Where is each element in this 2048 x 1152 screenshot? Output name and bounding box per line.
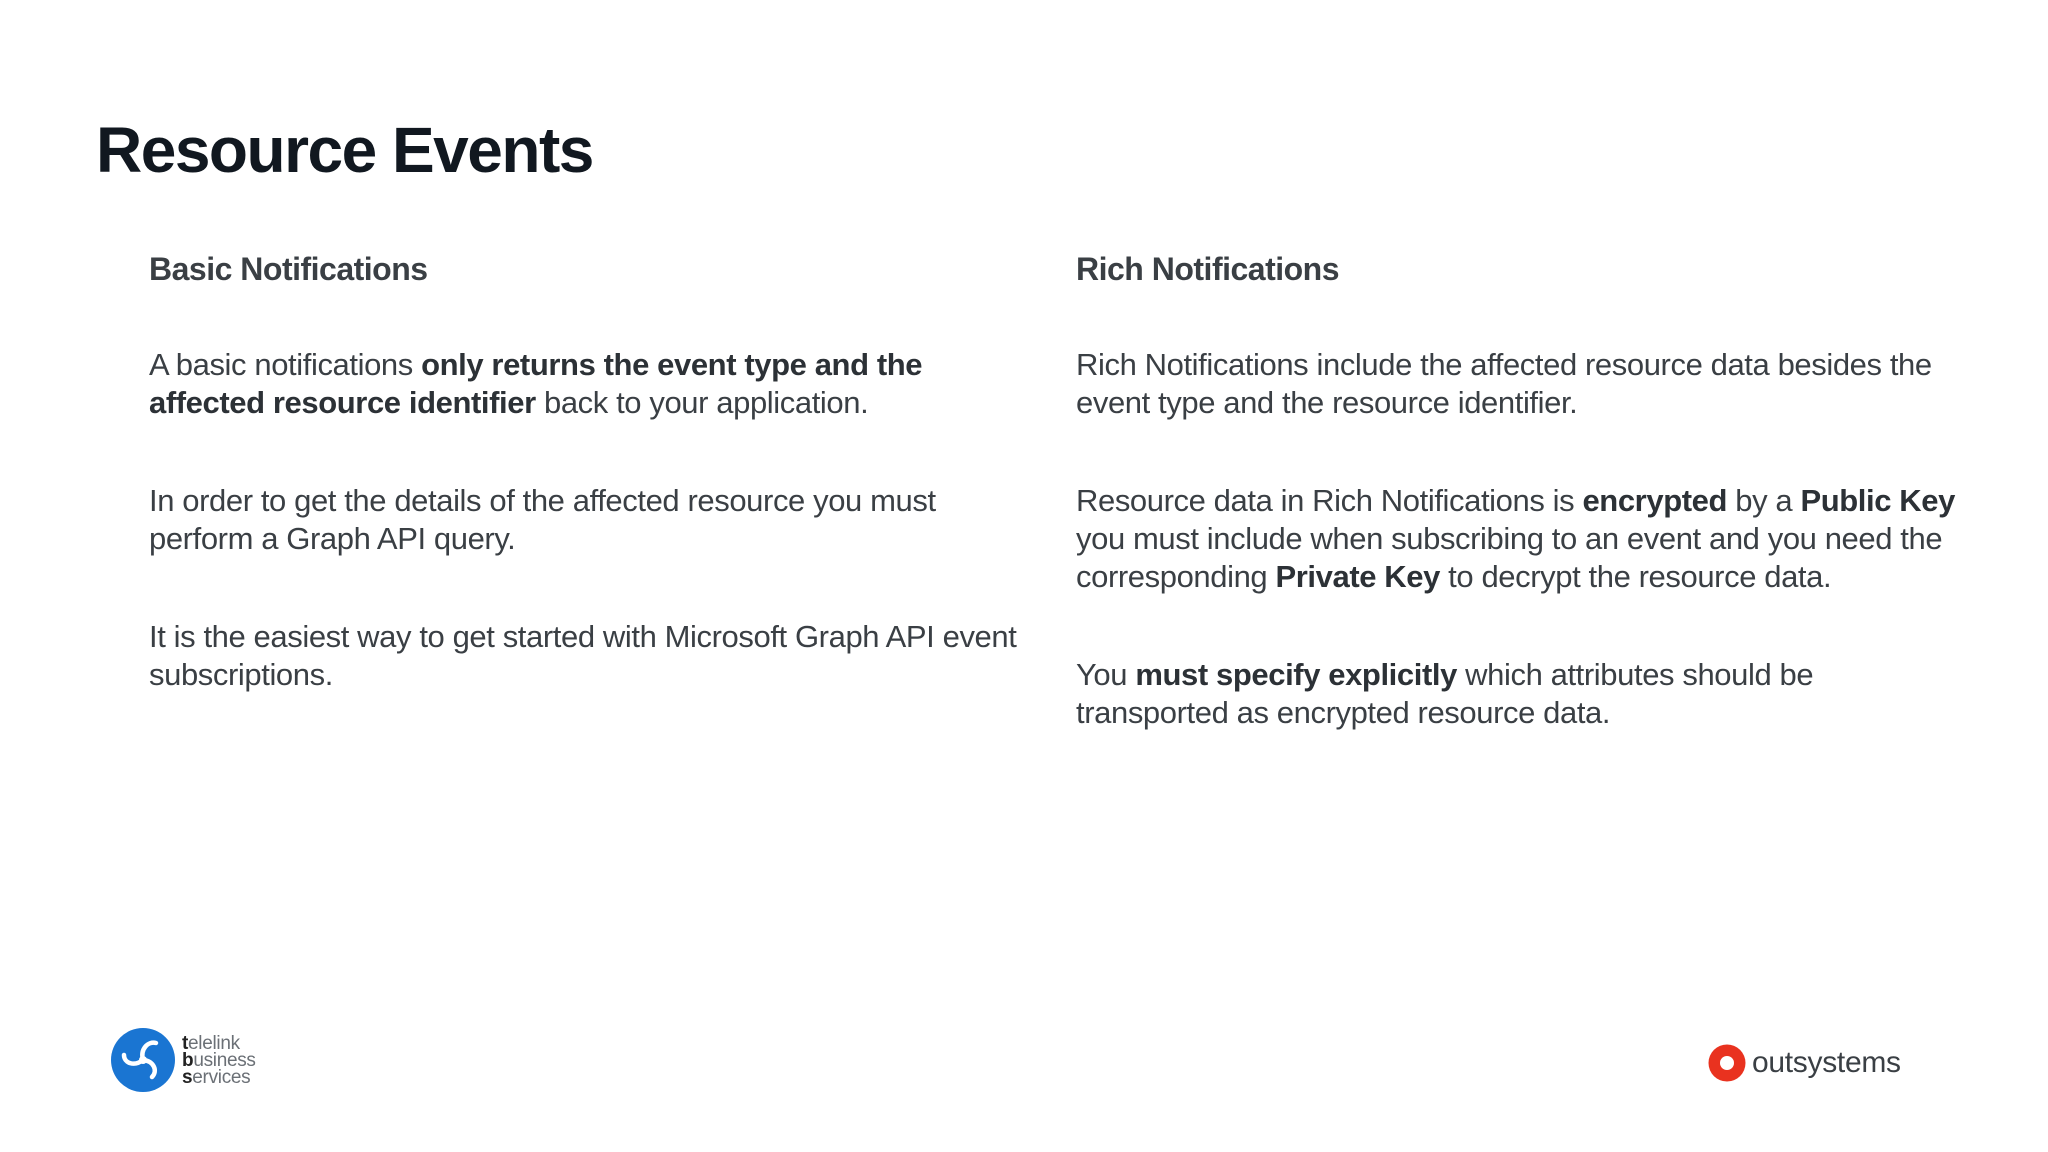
rich-notifications-heading: Rich Notifications [1076, 251, 1340, 287]
basic-paragraph-2: In order to get the details of the affected resource you must perform a Graph API query. [149, 483, 936, 556]
outsystems-mark-icon [1708, 1044, 1746, 1082]
basic-paragraph-1: A basic notifications only returns the event type and the affected resource identifier back to your application. [149, 347, 923, 420]
rich-paragraph-2: Resource data in Rich Notifications is encrypted by a Public Key you must include when subscribing to an event and you need the corresponding Private Key to decrypt the resource data. [1076, 483, 1955, 594]
telelink-logo [110, 1027, 256, 1093]
outsystems-wordmark: outsystems [1752, 1046, 1901, 1079]
basic-paragraph-3: It is the easiest way to get started with Microsoft Graph API event subscriptions. [149, 619, 1017, 692]
rich-paragraph-3: You must specify explicitly which attributes should be transported as encrypted resource data. [1076, 657, 1814, 730]
rich-notifications-column [1076, 250, 1956, 792]
slide-title: Resource Events [96, 114, 593, 186]
rich-paragraph-1: Rich Notifications include the affected resource data besides the event type and the resource identifier. [1076, 347, 1932, 420]
basic-notifications-heading: Basic Notifications [149, 251, 428, 287]
telelink-wordmark: telelink business services [182, 1032, 256, 1088]
basic-notifications-column [149, 250, 1029, 754]
telelink-emblem-icon [110, 1027, 176, 1093]
outsystems-logo [1708, 1044, 1901, 1082]
